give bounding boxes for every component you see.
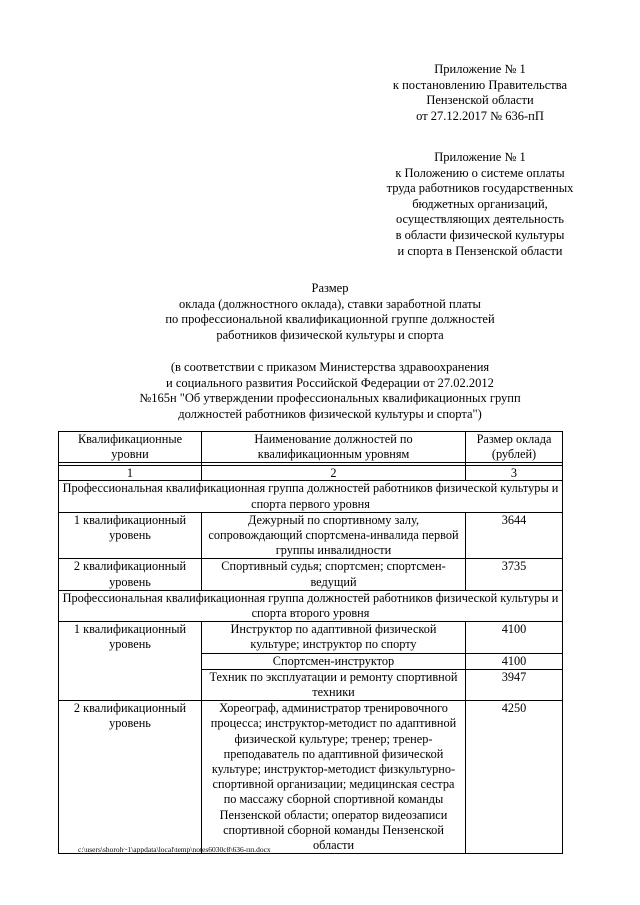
table-row — [59, 559, 563, 590]
salary-cell: 3644 — [466, 512, 563, 559]
salary-cell: 4100 — [466, 622, 563, 653]
appendix-2-line: к Положению о системе оплаты — [395, 165, 565, 180]
basis-line: и социального развития Российской Федерации от 27.02.2012 — [166, 375, 494, 390]
group-1-title: Профессиональная квалификационная группа должностей работников физической культуры и спорта первого уровня — [59, 481, 563, 512]
group-2-title: Профессиональная квалификационная группа должностей работников физической культуры и спорта второго уровня — [59, 590, 563, 621]
basis-line: (в соответствии с приказом Министерства здравоохранения — [170, 360, 490, 374]
basis-line: №165н "Об утверждении профессиональных квалификационных групп — [139, 391, 521, 406]
group-1-row — [59, 481, 563, 512]
basis-line: должностей работников физической культуры и спорта") — [178, 406, 482, 421]
header-positions: Наименование должностей по квалификационным уровням — [202, 432, 466, 463]
appendix-2-block — [350, 150, 610, 259]
table-row — [59, 512, 563, 559]
column-number: 2 — [202, 466, 466, 481]
appendix-2-line: труда работников государственных — [386, 181, 574, 196]
appendix-1-block — [350, 62, 610, 124]
title-line: оклада (должностного оклада), ставки заработной платы — [179, 296, 481, 311]
title-line: Размер — [311, 281, 349, 295]
salary-table — [58, 431, 563, 854]
footer-file-path: c:\users\shoroh~1\appdata\local\temp\notes6030c8\636-пп.docx — [78, 845, 271, 854]
positions-cell: Спортсмен-инструктор — [202, 653, 466, 669]
header-levels: Квалификационные уровни — [59, 432, 202, 463]
column-number: 3 — [466, 466, 563, 481]
appendix-1-line: Приложение № 1 — [434, 62, 526, 76]
salary-cell: 4100 — [466, 653, 563, 669]
level-cell: 2 квалификационный уровень — [59, 559, 202, 590]
appendix-2-line: осуществляющих деятельность — [395, 212, 564, 227]
header-salary: Размер оклада (рублей) — [466, 432, 563, 463]
appendix-1-line: Пензенской области — [426, 93, 534, 108]
appendix-1-line: от 27.12.2017 № 636-пП — [416, 108, 544, 123]
appendix-2-line: бюджетных организаций, — [412, 196, 548, 211]
positions-cell: Хореограф, администратор тренировочного процесса; инструктор-методист по адаптивной физической культуре; тренер; тренер-преподаватель по адаптивной физической культуре; инструктор-методист физкультурно-спортивной организации; медицинская сестра по массажу сборной спортивной команды Пензенской области; оператор видеозаписи спортивной сборной команды Пензенской области — [202, 701, 466, 854]
header-row — [59, 432, 563, 463]
title-line: по профессиональной квалификационной группе должностей — [165, 312, 495, 327]
positions-cell: Спортивный судья; спортсмен; спортсмен-ведущий — [202, 559, 466, 590]
legal-basis — [60, 360, 600, 422]
level-cell: 2 квалификационный уровень — [59, 701, 202, 854]
positions-cell: Инструктор по адаптивной физической культуре; инструктор по спорту — [202, 622, 466, 653]
level-cell: 1 квалификационный уровень — [59, 622, 202, 701]
level-cell: 1 квалификационный уровень — [59, 512, 202, 559]
table-row — [59, 701, 563, 854]
salary-cell: 4250 — [466, 701, 563, 854]
group-2-row — [59, 590, 563, 621]
column-number: 1 — [59, 466, 202, 481]
salary-cell: 3735 — [466, 559, 563, 590]
positions-cell: Техник по эксплуатации и ремонту спортивной техники — [202, 669, 466, 700]
table-row — [59, 622, 563, 653]
document-title — [60, 281, 600, 343]
appendix-2-line: в области физической культуры — [395, 227, 565, 242]
salary-cell: 3947 — [466, 669, 563, 700]
column-number-row — [59, 466, 563, 481]
appendix-2-line: и спорта в Пензенской области — [397, 243, 563, 258]
appendix-2-line: Приложение № 1 — [434, 150, 526, 164]
appendix-1-line: к постановлению Правительства — [392, 77, 568, 92]
positions-cell: Дежурный по спортивному залу, сопровождающий спортсмена-инвалида первой группы инвалидности — [202, 512, 466, 559]
title-line: работников физической культуры и спорта — [216, 327, 444, 342]
